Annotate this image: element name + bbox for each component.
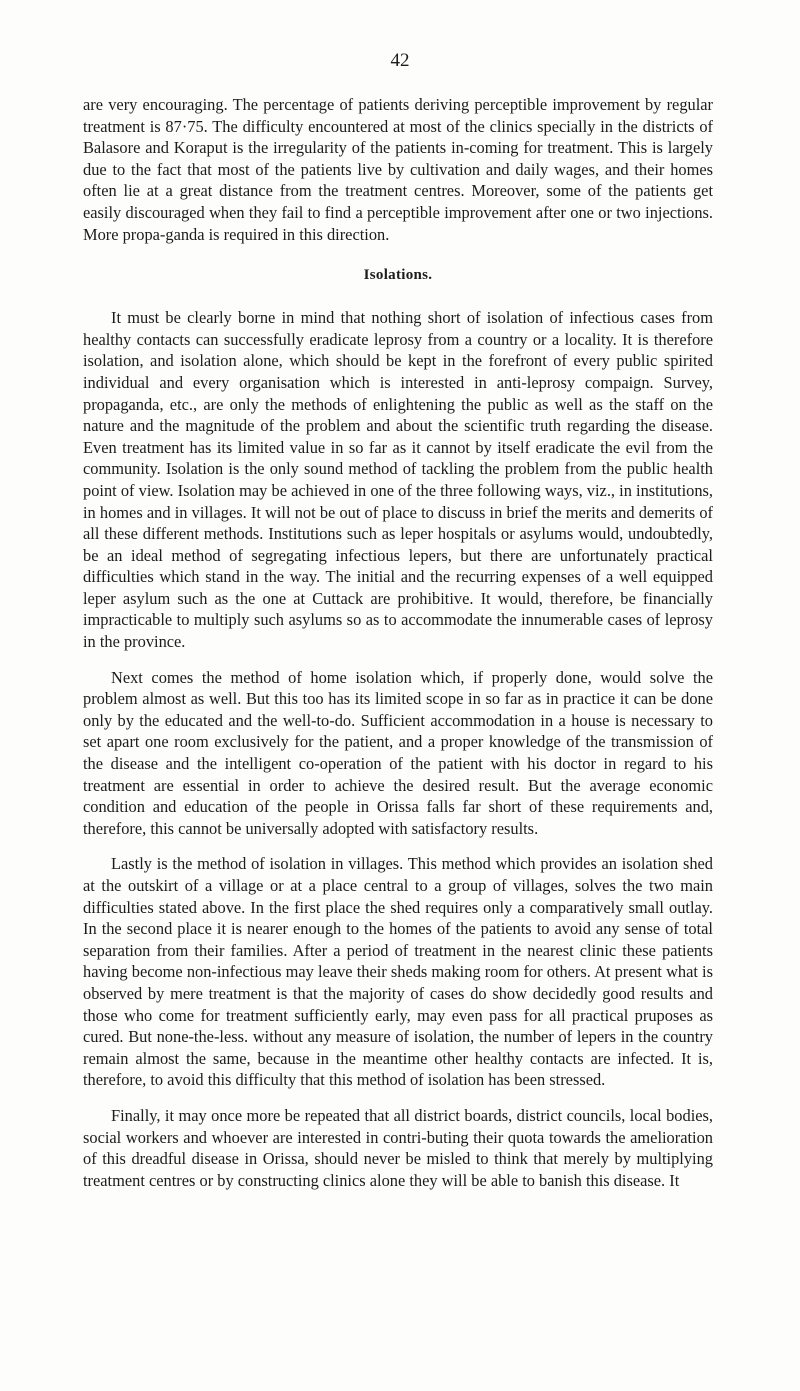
- paragraph-village-isolation: Lastly is the method of isolation in villages. This method which provides an isolation shed at the outskirt of a village or at a place central to a group of villages, solves the two main difficulties stated above. In the first place the shed requires only a comparatively small outlay. In the second place it is nearer enough to the homes of the patients to avoid any sense of total separation from their families. After a period of treatment in the nearest clinic these patients having become non-infectious may leave their sheds making room for others. At present what is observed by mere treatment is that the majority of cases do show decidedly good results and those who come for treatment sufficiently early, may even pass for all practical pruposes as cured. But none-the-less. without any measure of isolation, the number of lepers in the country remain almost the same, because in the meantime other healthy contacts are infected. It is, therefore, to avoid this difficulty that this method of isolation has been stressed.: [83, 854, 713, 1090]
- paragraph-gap: [83, 839, 713, 853]
- paragraph-isolation-principle: It must be clearly borne in mind that nothing short of isolation of infectious cases from healthy contacts can successfully eradicate leprosy from a country or a locality. It is therefore isolation, and isolation alone, which should be kept in the forefront of every public spirited individual and every organisation which is interested in anti-leprosy compaign. Survey, propaganda, etc., are only the methods of enlightening the public as well as the staff on the nature and the magnitude of the problem and about the scientific truth regarding the disease. Even treatment has its limited value in so far as it cannot by itself eradicate the evil from the community. Isolation is the only sound method of tackling the problem from the public health point of view. Isolation may be achieved in one of the three following ways, viz., in institutions, in homes and in villages. It will not be out of place to discuss in brief the merits and demerits of all these different methods. Institutions such as leper hospitals or asylums would, undoubtedly, be an ideal method of segregating infectious lepers, but there are unfortunately practical difficulties which stand in the way. The initial and the recurring expenses of a well equipped leper asylum such as the one at Cuttack are prohibitive. It would, therefore, be financially impracticable to multiply such asylums so as to accommodate the innumerable cases of leprosy in the province.: [83, 308, 713, 652]
- paragraph-gap: [83, 653, 713, 667]
- body-text: [83, 94, 713, 1191]
- paragraph-finally: Finally, it may once more be repeated that all district boards, district councils, local bodies, social workers and whoever are interested in contri-buting their quota towards the amelioration of this dreadful disease in Orissa, should never be misled to think that merely by multiplying treatment centres or by constructing clinics alone they will be able to banish this disease. It: [83, 1105, 713, 1190]
- paragraph-continuation: are very encouraging. The percentage of patients deriving perceptible improvement by regular treatment is 87·75. The difficulty encountered at most of the clinics specially in the districts of Balasore and Koraput is the irregularity of the patients in-coming for treatment. This is largely due to the fact that most of the patients live by cultivation and daily wages, and their homes often lie at a great distance from the treatment centres. Moreover, some of the patients get easily discouraged when they fail to find a perceptible improvement after one or two injections. More propa-ganda is required in this direction.: [83, 95, 713, 244]
- paragraph-gap: [83, 1091, 713, 1105]
- section-heading-isolations: Isolations.: [363, 267, 433, 284]
- paragraph-home-isolation: Next comes the method of home isolation which, if properly done, would solve the problem almost as well. But this too has its limited scope in so far as in practice it can be done only by the educated and the well-to-do. Sufficient accommodation in a house is necessary to set apart one room exclusively for the patient, and a proper knowledge of the transmission of the disease and the intelligent co-operation of the patient with his doctor in regard to his treatment are essential in order to achieve the desired result. But the average economic condition and education of the people in Orissa falls far short of these requirements and, therefore, this cannot be universally adopted with satisfactory results.: [83, 667, 713, 838]
- page-number: 42: [390, 50, 410, 71]
